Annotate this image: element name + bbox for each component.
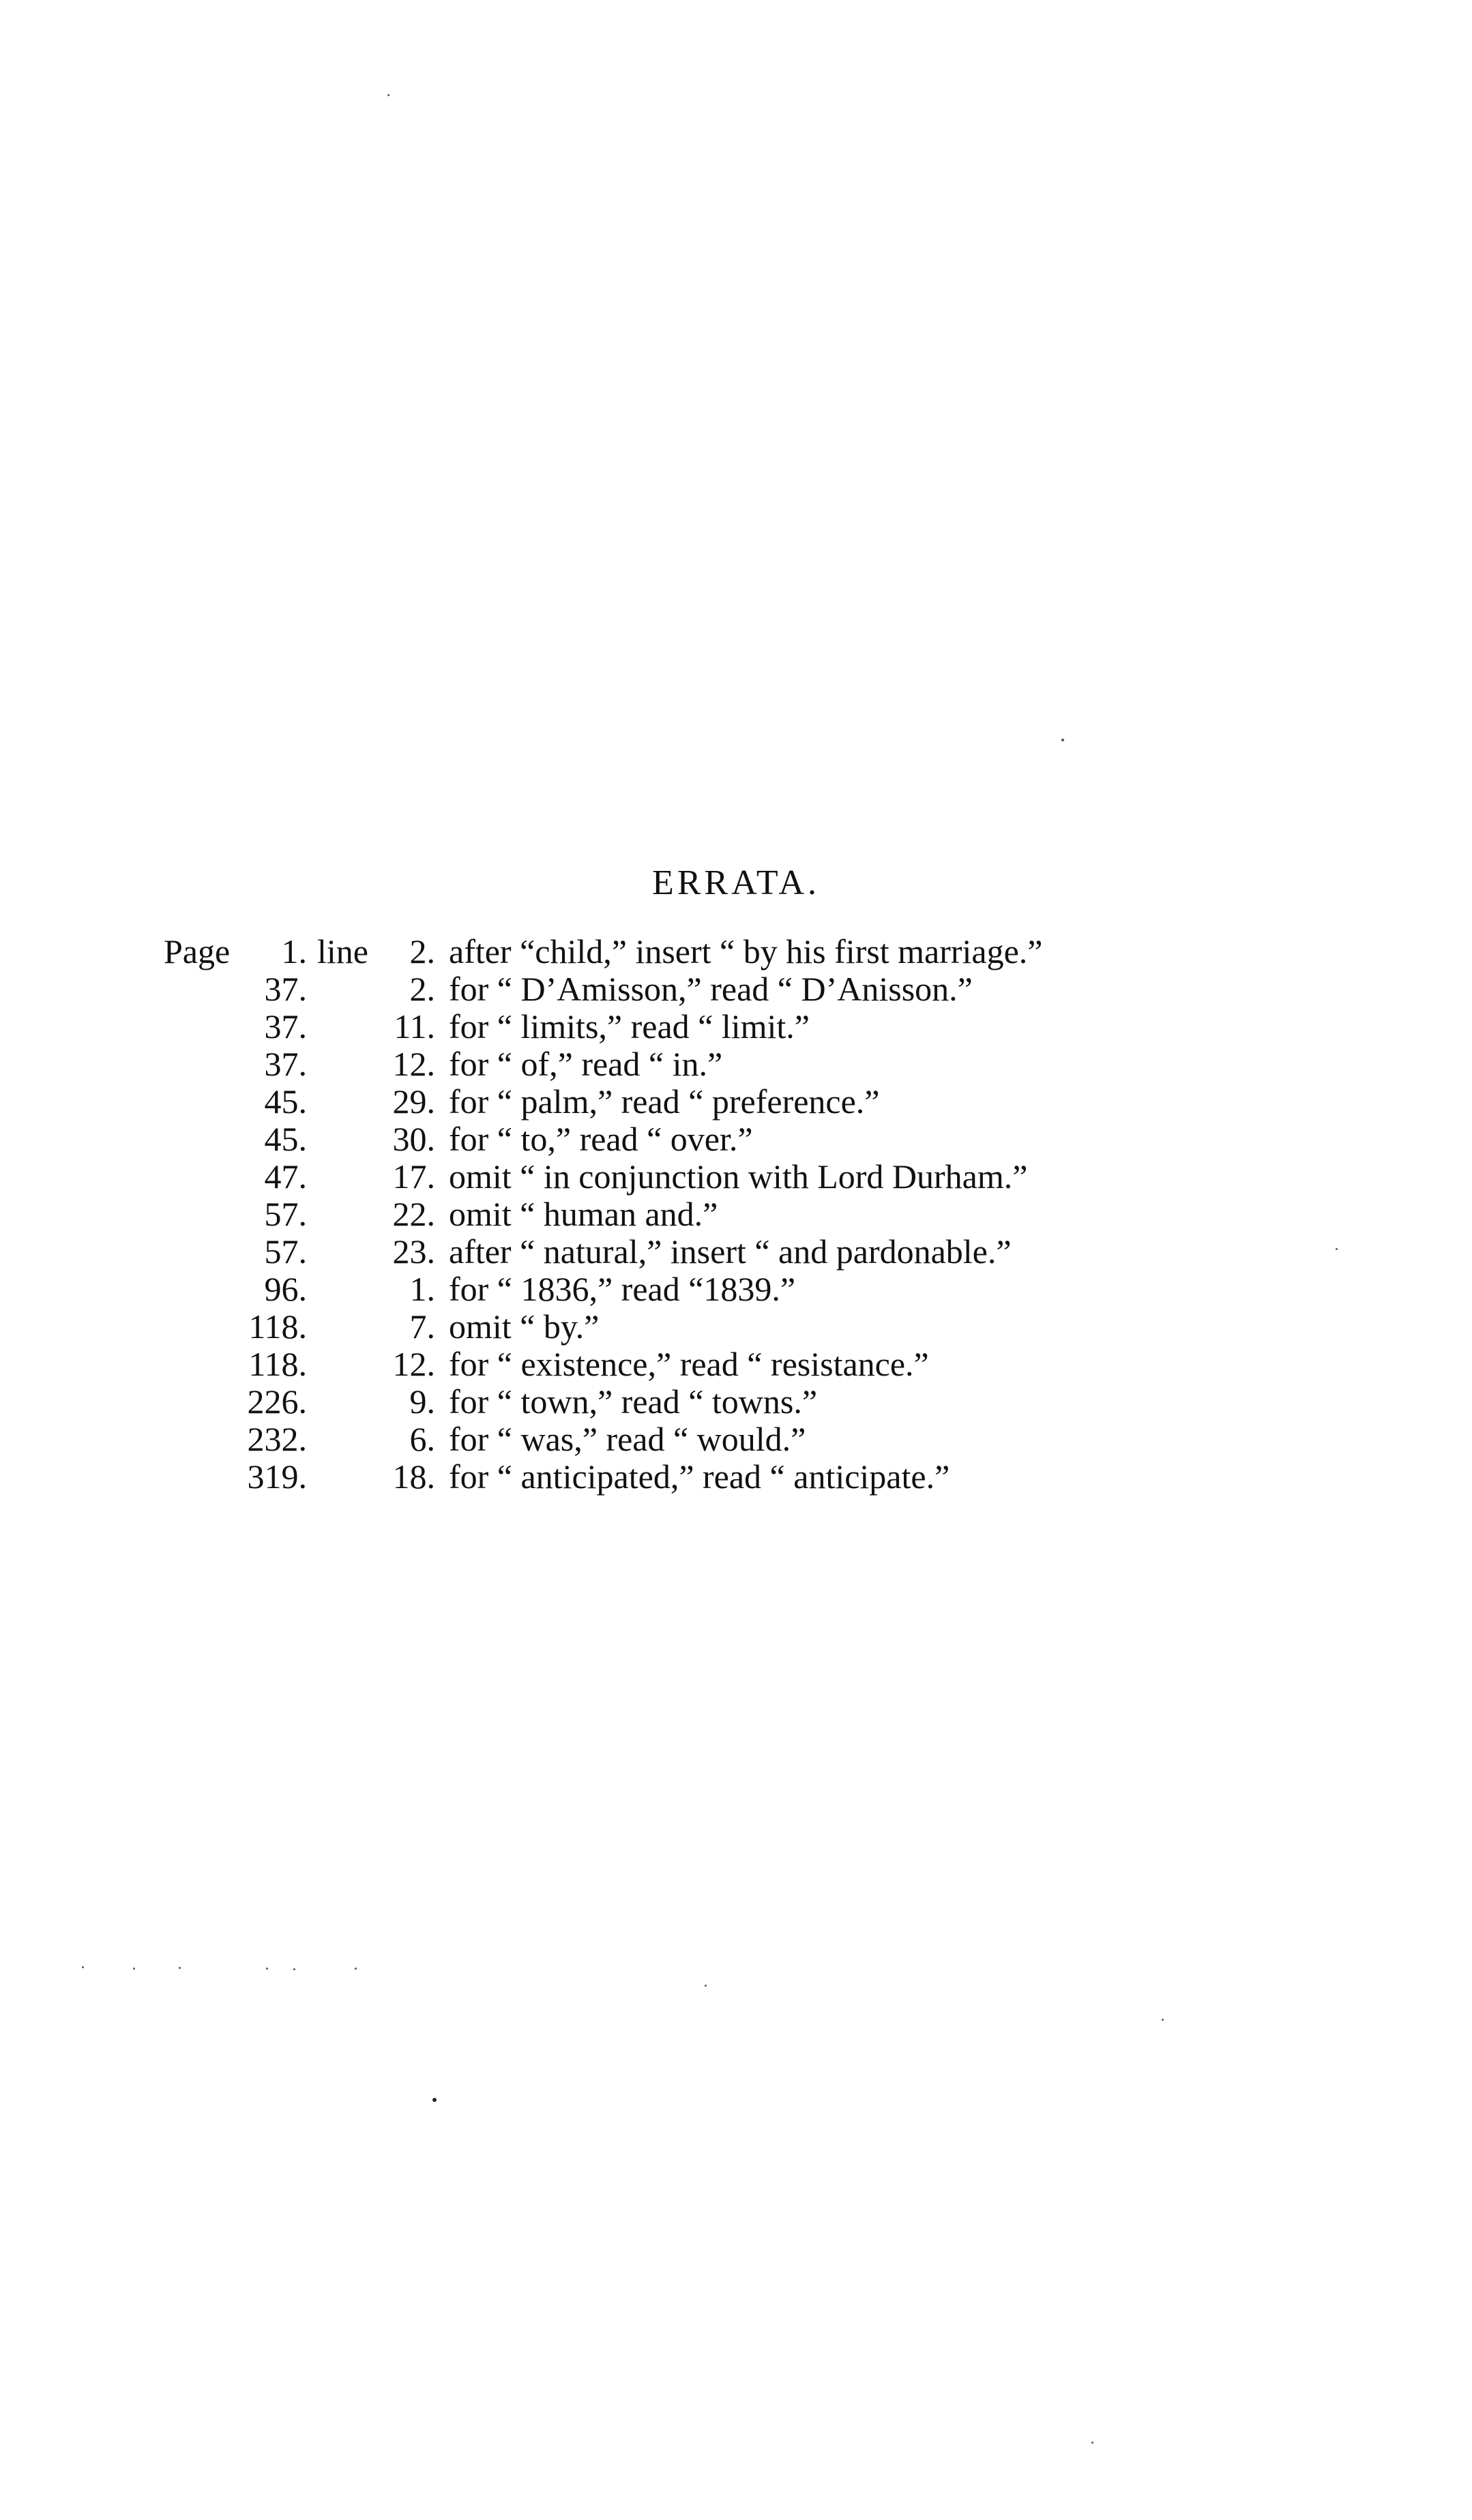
errata-entry	[164, 1421, 1392, 1458]
paper-speck	[387, 94, 389, 96]
page-number: 232.	[247, 1420, 307, 1458]
paper-speck	[82, 1966, 84, 1968]
errata-entry	[164, 1196, 1392, 1233]
page-number: 45.	[264, 1120, 307, 1158]
correction-text: for “ anticipated,” read “ anticipate.”	[449, 1457, 950, 1496]
correction-text: for “ town,” read “ towns.”	[449, 1382, 818, 1421]
correction-text: for “ 1836,” read “1839.”	[449, 1270, 796, 1308]
paper-speck	[705, 1985, 707, 1987]
errata-entry	[164, 1121, 1392, 1158]
page-number: 57.	[264, 1195, 307, 1233]
errata-entry	[164, 1346, 1392, 1383]
page-number: 319.	[247, 1457, 307, 1496]
correction-text: omit “ human and.”	[449, 1195, 718, 1233]
paper-speck	[355, 1968, 357, 1970]
errata-entry	[164, 1046, 1392, 1083]
line-number: 17.	[392, 1157, 435, 1196]
correction-text: after “child,” insert “ by his first marriage.”	[449, 932, 1043, 970]
line-number: 12.	[392, 1045, 435, 1083]
errata-list	[164, 933, 1392, 1496]
line-number: 18.	[392, 1457, 435, 1496]
page-number: 57.	[264, 1232, 307, 1271]
errata-entry	[164, 1233, 1392, 1271]
errata-entry	[164, 1083, 1392, 1121]
correction-text: for “ limits,” read “ limit.”	[449, 1007, 810, 1046]
errata-entry	[164, 1158, 1392, 1196]
errata-entry	[164, 1383, 1392, 1421]
page-number: 118.	[248, 1345, 307, 1383]
line-number: 29.	[392, 1082, 435, 1121]
page-number: 45.	[264, 1082, 307, 1121]
correction-text: for “ D’Amisson,” read “ D’Anisson.”	[449, 970, 973, 1008]
paper-speck	[432, 2098, 437, 2102]
page-number: 37.	[264, 1007, 307, 1046]
page-number: 47.	[264, 1157, 307, 1196]
line-number: 2.	[409, 970, 435, 1008]
line-number: 12.	[392, 1345, 435, 1383]
correction-text: for “ of,” read “ in.”	[449, 1045, 723, 1083]
paper-speck	[179, 1967, 181, 1969]
line-number: 1.	[409, 1270, 435, 1308]
page-number: 96.	[264, 1270, 307, 1308]
page-number: 226.	[247, 1382, 307, 1421]
errata-entry	[164, 1008, 1392, 1046]
errata-entry	[164, 970, 1392, 1008]
correction-text: for “ to,” read “ over.”	[449, 1120, 753, 1158]
paper-speck	[1061, 739, 1064, 741]
line-number: 7.	[409, 1307, 435, 1346]
errata-title: ERRATA.	[651, 863, 821, 902]
line-number: 30.	[392, 1120, 435, 1158]
line-number: 9.	[409, 1382, 435, 1421]
paper-speck	[293, 1968, 295, 1970]
paper-speck	[266, 1968, 268, 1970]
errata-entry	[164, 1458, 1392, 1496]
line-number: 11.	[394, 1007, 435, 1046]
paper-speck	[1336, 1248, 1338, 1250]
line-number: 2.	[409, 932, 435, 970]
correction-text: omit “ in conjunction with Lord Durham.”	[449, 1157, 1028, 1196]
errata-entry	[164, 933, 1392, 970]
correction-text: for “ was,” read “ would.”	[449, 1420, 806, 1458]
correction-text: for “ palm,” read “ preference.”	[449, 1082, 880, 1121]
page-label: Page	[164, 932, 231, 970]
line-number: 6.	[409, 1420, 435, 1458]
page-number: 118.	[248, 1307, 307, 1346]
paper-speck	[1162, 2019, 1164, 2021]
line-number: 23.	[392, 1232, 435, 1271]
page-number: 37.	[264, 970, 307, 1008]
correction-text: omit “ by.”	[449, 1307, 600, 1346]
errata-entry	[164, 1308, 1392, 1346]
paper-speck	[133, 1968, 135, 1970]
line-label: line	[317, 932, 368, 970]
page-number: 37.	[264, 1045, 307, 1083]
page-number: 1.	[281, 932, 307, 970]
correction-text: for “ existence,” read “ resistance.”	[449, 1345, 929, 1383]
correction-text: after “ natural,” insert “ and pardonable.”	[449, 1232, 1012, 1271]
errata-entry	[164, 1271, 1392, 1308]
paper-speck	[1091, 2442, 1093, 2444]
line-number: 22.	[392, 1195, 435, 1233]
